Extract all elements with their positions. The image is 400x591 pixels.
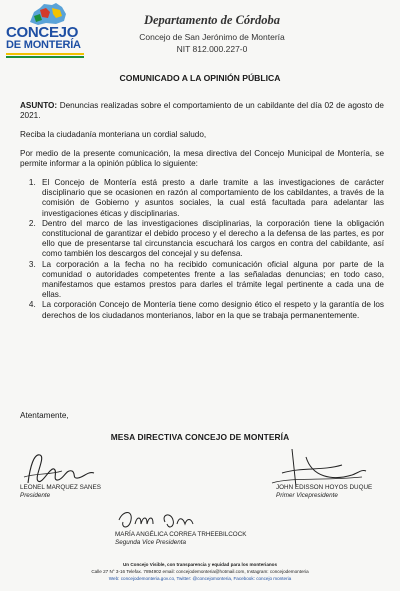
president-name: LEONEL MARQUEZ SANES — [20, 484, 101, 491]
subject-paragraph — [20, 101, 384, 121]
intro-paragraph: Por medio de la presente comunicación, la mesa directiva del Concejo Municipal de Montería, se permite informar a la opinión pública lo siguiente: — [20, 148, 384, 168]
greeting: Reciba la ciudadanía monteriana un cordial saludo, — [20, 130, 207, 140]
document-body — [20, 101, 384, 321]
cordoba-map-icon — [26, 2, 70, 26]
first-vp-role: Primer Vicepresidente — [276, 492, 338, 499]
list-item: 1. El Concejo de Montería está presto a darle tramite a las investigaciones de carácter disciplinario que se ocasionen en razón al comportamiento de los cabildantes, a través de la comisión de Gobierno y asuntos sociales, la cual está facultada para adelantar las investigaciones éticas y disciplinarias. — [38, 178, 384, 219]
president-signature-block — [20, 447, 140, 497]
board-heading: MESA DIRECTIVA CONCEJO DE MONTERÍA — [110, 432, 290, 442]
concejo-logo — [4, 2, 84, 60]
footer-slogan: Un Concejo Visible, con transparencia y equidad para los monterianos — [122, 562, 278, 567]
first-vp-signature-block — [262, 447, 392, 497]
department-name: Departamento de Córdoba — [143, 13, 281, 27]
closing: Atentamente, — [20, 411, 69, 420]
footer-contact: Calle 27 N° 3-16 Telefax. 7894902 email: concejodemonteria@hotmail.com, Instagram: concejodemonteria — [91, 569, 309, 574]
logo-text-concejo: CONCEJO — [6, 24, 79, 41]
first-vp-name: JOHN EDISSON HOYOS DUQUE — [276, 484, 373, 491]
list-item: 3. La corporación a la fecha no ha recibido comunicación oficial alguna por parte de la comunidad o autoridades competentes frente a las señaladas denuncias; en todo caso, manifestamos que estamos prestos para darles el trámite legal pertinente a cada una de ellas. — [38, 260, 384, 301]
council-name: Concejo de San Jerónimo de Montería — [139, 32, 285, 42]
logo-stripe-yellow — [6, 53, 84, 55]
letterhead — [117, 13, 307, 54]
second-vp-role: Segunda Vice Presidenta — [115, 539, 186, 546]
subject-text: Denuncias realizadas sobre el comportamiento de un cabildante del día 02 de agosto de 2021. — [20, 101, 384, 121]
first-vp-signature — [262, 447, 372, 489]
president-role: Presidente — [20, 492, 51, 499]
nit-number: NIT 812.000.227-0 — [176, 44, 248, 54]
logo-text-monteria: DE MONTERÍA — [6, 39, 81, 51]
footer-web: Web: concejodemonteria.gov.co, Twitter: @concejomonteria, Facebook: concejo monteria — [108, 576, 292, 581]
statement-list — [20, 178, 384, 321]
second-vp-signature-block — [115, 506, 285, 556]
president-signature — [20, 447, 110, 487]
document-footer — [0, 561, 400, 582]
second-vp-name: MARÍA ANGÉLICA CORREA TRHEEBILCOCK — [115, 531, 247, 538]
logo-stripe-green — [6, 56, 84, 58]
document-title: COMUNICADO A LA OPINIÓN PÚBLICA — [119, 73, 281, 83]
list-item: 2. Dentro del marco de las investigaciones disciplinarias, la corporación tiene la obligación constitucional de garantizar el debido proceso y el derecho a la defensa de las partes, es por ello que de presentarse tal circunstancia escuchará los cargos en contra del cabildante, así como también los descargos del concejal y su defensa. — [38, 219, 384, 260]
list-item: 4. La corporación Concejo de Montería tiene como designio ético el respeto y la garantía de los derechos de los ciudadanos monterianos, labor en la que se trabaja permanentemente. — [38, 300, 384, 320]
subject-label: ASUNTO: — [20, 101, 58, 110]
